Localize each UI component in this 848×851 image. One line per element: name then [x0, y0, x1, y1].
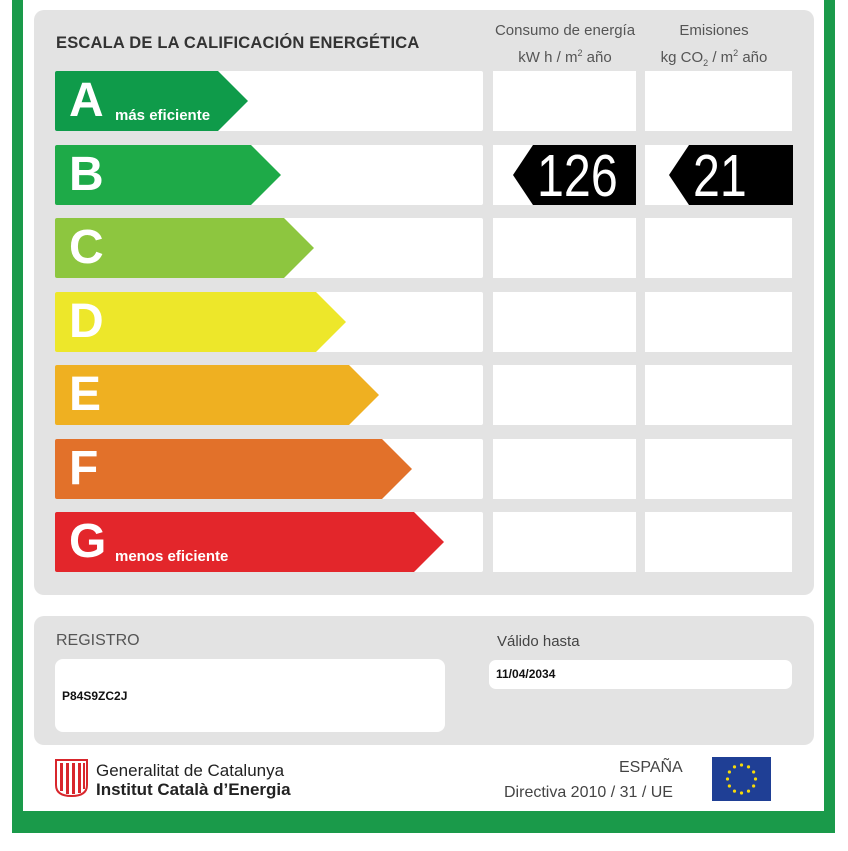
rating-bar-f — [55, 439, 412, 499]
consumo-header-units: kW h / $m^2$ año — [518, 48, 612, 66]
eu-star — [754, 777, 757, 780]
rating-bar-c — [55, 218, 314, 278]
eu-star — [747, 765, 750, 768]
rating-letter-d: D — [69, 295, 104, 348]
rating-bar-a — [55, 71, 248, 131]
eu-star — [747, 790, 750, 793]
frame-bottom-border — [12, 811, 835, 833]
rating-sublabel-a: más eficiente — [115, 107, 211, 124]
eu-flag-icon — [712, 757, 771, 801]
emisiones-header-units: kg $CO_2 / m^2$ año — [660, 48, 768, 68]
eu-star — [752, 784, 755, 787]
emisiones-cell-c — [645, 218, 792, 278]
emisiones-cell-a — [645, 71, 792, 131]
eu-star — [726, 777, 729, 780]
consumo-cell-e — [493, 365, 636, 425]
consumo-value-text: 126 — [537, 143, 618, 209]
registro-label: REGISTRO — [56, 632, 140, 649]
emisiones-cell-g — [645, 512, 792, 572]
emisiones-cell-e — [645, 365, 792, 425]
emisiones-header-line1: Emisiones — [679, 22, 749, 39]
consumo-cell-a — [493, 71, 636, 131]
rating-letter-a: A — [69, 74, 104, 127]
scale-title: ESCALA DE LA CALIFICACIÓN ENERGÉTICA — [56, 34, 420, 52]
directive-label: Directiva 2010 / 31 / UE — [504, 784, 673, 801]
eu-star — [733, 765, 736, 768]
country-label: ESPAÑA — [619, 759, 683, 776]
emisiones-column-header — [643, 20, 785, 74]
rating-sublabel-g: menos eficiente — [115, 548, 229, 565]
consumo-cell-c — [493, 218, 636, 278]
eu-star — [740, 763, 743, 766]
frame-right-border — [824, 0, 835, 833]
generalitat-logo-icon — [55, 759, 88, 797]
rating-letter-g: G — [69, 515, 107, 568]
frame-left-border — [12, 0, 23, 833]
consumo-column-header — [486, 20, 644, 69]
eu-star — [728, 784, 731, 787]
rating-bar-d — [55, 292, 346, 352]
emisiones-cell-d — [645, 292, 792, 352]
consumo-value-tag — [513, 143, 636, 209]
org-name-line1: Generalitat de Catalunya — [96, 761, 285, 780]
rating-letter-b: B — [69, 148, 104, 201]
consumo-header-line1: Consumo de energía — [494, 22, 636, 39]
eu-star — [733, 790, 736, 793]
rating-letter-f: F — [69, 442, 99, 495]
rating-bar-b — [55, 145, 281, 205]
valido-hasta-value: 11/04/2034 — [496, 667, 556, 681]
consumo-cell-d — [493, 292, 636, 352]
consumo-cell-f — [493, 439, 636, 499]
registro-value: P84S9ZC2J — [62, 689, 128, 703]
org-name-line2: Institut Català d’Energia — [96, 780, 291, 799]
rating-letter-e: E — [69, 368, 102, 421]
rating-bar-g — [55, 512, 444, 572]
rating-letter-c: C — [69, 221, 104, 274]
eu-star — [740, 791, 743, 794]
emisiones-value-tag — [669, 143, 793, 209]
eu-star — [728, 770, 731, 773]
valido-hasta-label: Válido hasta — [497, 633, 580, 650]
emisiones-cell-f — [645, 439, 792, 499]
rating-bar-e — [55, 365, 379, 425]
eu-star — [752, 770, 755, 773]
emisiones-value-text: 21 — [693, 143, 747, 209]
consumo-cell-g — [493, 512, 636, 572]
